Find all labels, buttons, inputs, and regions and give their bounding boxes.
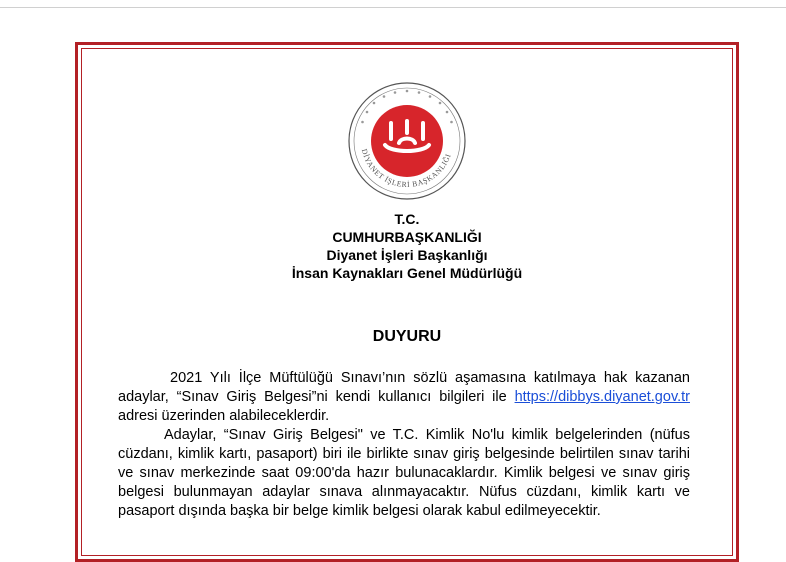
announcement-body	[118, 369, 690, 521]
paragraph-1-tail: adresi üzerinden alabileceklerdir.	[118, 408, 330, 424]
header-presidency: CUMHURBAŞKANLIĞI	[332, 229, 482, 245]
viewer-top-bar	[0, 0, 786, 8]
diyanet-logo	[347, 81, 467, 201]
issuer-header	[200, 210, 614, 282]
paragraph-2: Adaylar, “Sınav Giriş Belgesi" ve T.C. Kimlik No'lu kimlik belgelerinden (nüfus cüzdanı, kimlik kartı, pasaport) biri ile birlikte sınav giriş belgesinde belirtilen sınav tarihi ve sınav merkezinde saat 09:00'da hazır bulunacaklardır. Kimlik belgesi ve sınav giriş belgesi bulunmayan adaylar sınava alınmayacaktır. Nüfus cüzdanı, kimlik kartı ve pasaport dışında başka bir belge kimlik belgesi olarak kabul edilmeyecektir.	[118, 427, 690, 519]
paragraph-1	[118, 369, 690, 426]
dibbys-link[interactable]: https://dibbys.diyanet.gov.tr	[514, 389, 690, 405]
paragraph-1-text: 2021 Yılı İlçe Müftülüğü Sınavı’nın sözlü aşamasına katılmaya hak kazanan adaylar, “Sınav Giriş Belgesi”ni kendi kullanıcı bilgileri ile	[118, 370, 690, 405]
header-directorate: Diyanet İşleri Başkanlığı	[326, 247, 488, 263]
header-department: İnsan Kaynakları Genel Müdürlüğü	[291, 265, 523, 281]
svg-text:DİYANET İŞLERİ BAŞKANLIĞI: DİYANET İŞLERİ BAŞKANLIĞI	[359, 147, 453, 190]
document-title: DUYURU	[372, 328, 442, 345]
header-tc: T.C.	[394, 211, 420, 227]
